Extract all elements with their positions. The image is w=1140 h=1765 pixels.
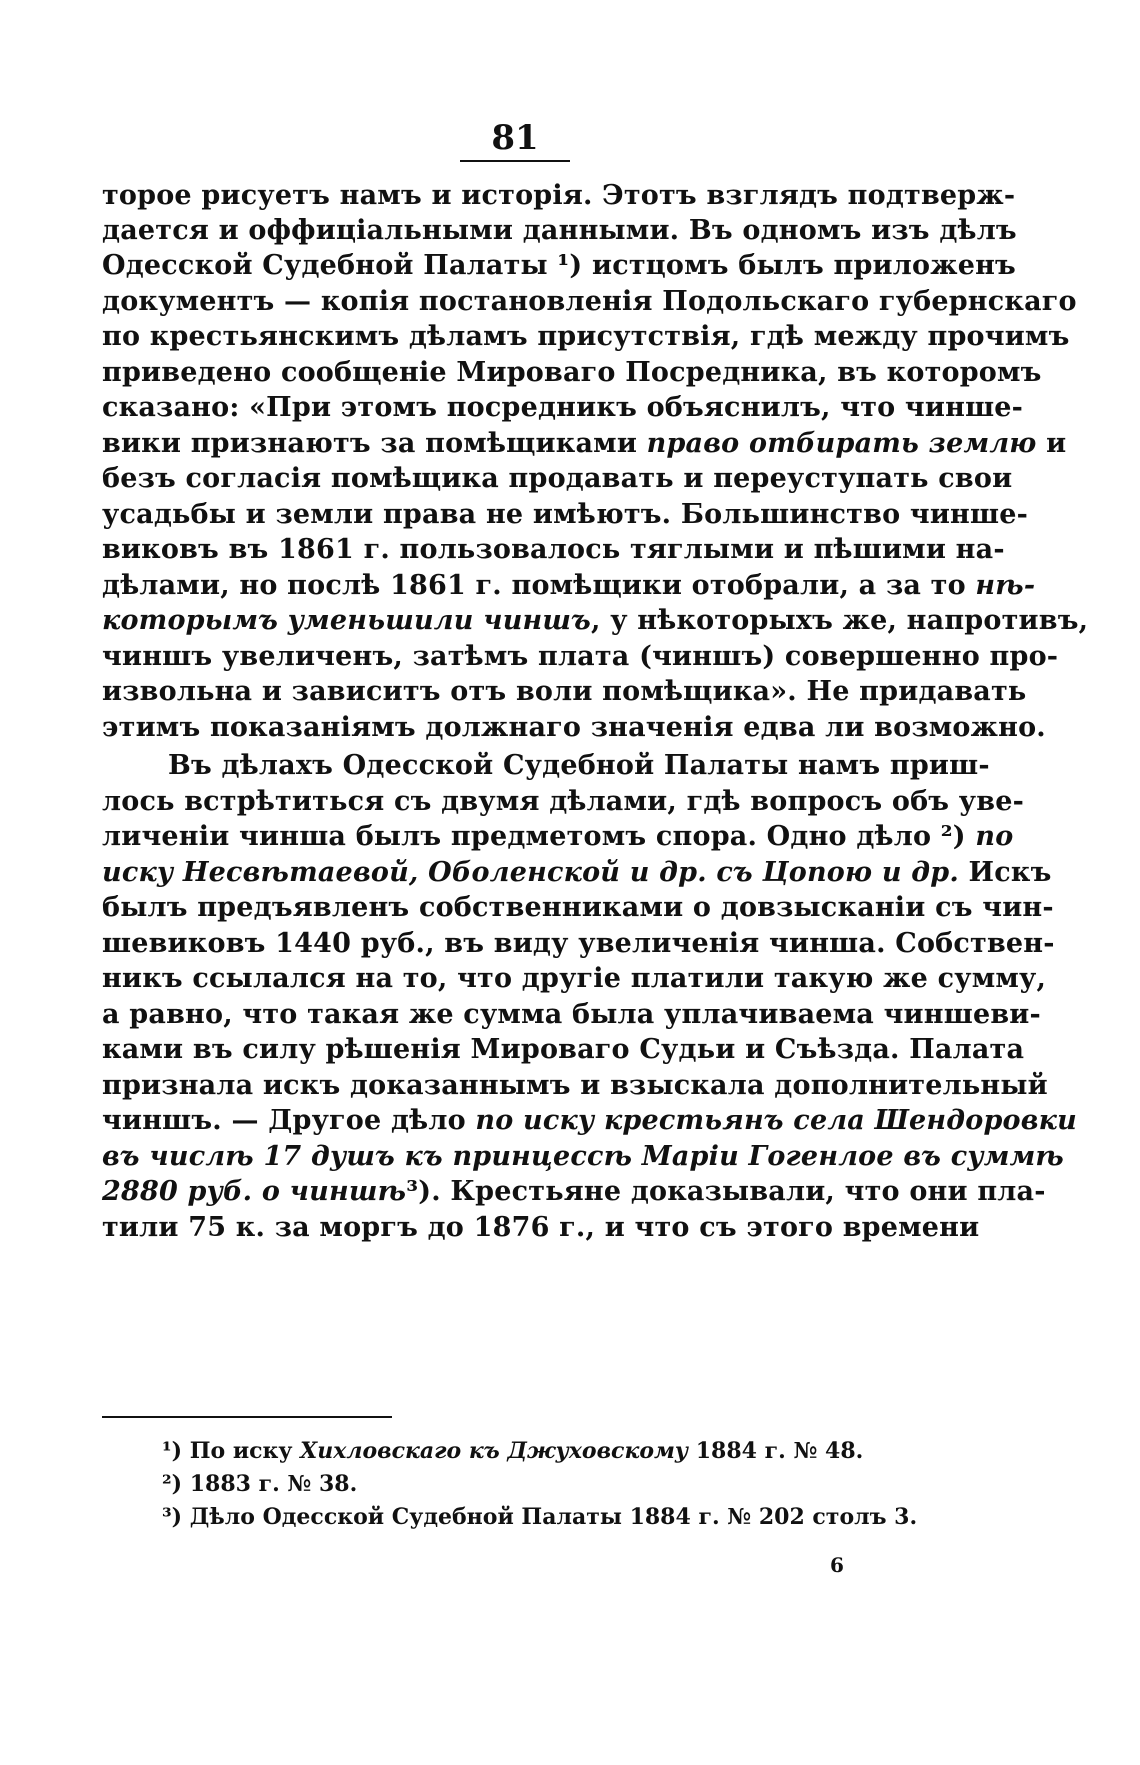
body-text: и xyxy=(1036,428,1067,459)
body-text: чиншъ. — Другое дѣло xyxy=(102,1105,476,1136)
footnote-mark: ²) xyxy=(162,1471,190,1497)
body-line xyxy=(102,428,1067,459)
signature-mark: 6 xyxy=(830,1553,844,1577)
emphasis-text: по xyxy=(975,821,1014,852)
body-text: Искъ xyxy=(958,857,1052,888)
body-line xyxy=(102,857,1052,888)
body-line: Въ дѣлахъ Одесской Судебной Палаты намъ приш- xyxy=(168,750,990,781)
page-number: 81 xyxy=(491,118,539,158)
footnote-text: 1884 г. № 48. xyxy=(688,1438,864,1464)
body-line: признала искъ доказаннымъ и взыскала дополнительный xyxy=(102,1070,1048,1101)
body-line xyxy=(102,1176,1046,1207)
body-line: Одесской Судебной Палаты ¹) истцомъ былъ приложенъ xyxy=(102,250,1016,281)
body-line: былъ предъявленъ собственниками о довзысканіи съ чин- xyxy=(102,892,1054,923)
body-line: безъ согласія помѣщика продавать и переуступать свои xyxy=(102,463,1013,494)
body-text: личеніи чинша былъ предметомъ спора. Одно дѣло ²) xyxy=(102,821,976,852)
emphasis-text: 2880 руб. о чиншѣ xyxy=(102,1176,407,1207)
body-line: торое рисуетъ намъ и исторія. Этотъ взглядъ подтверж- xyxy=(102,180,1016,211)
body-line: тили 75 к. за моргъ до 1876 г., и что съ этого времени xyxy=(102,1212,980,1243)
footnote-emphasis: Хихловскаго къ Джуховскому xyxy=(300,1438,689,1464)
footnote-text: По иску xyxy=(189,1438,301,1464)
body-text: ³ xyxy=(406,1176,419,1207)
body-line: виковъ въ 1861 г. пользовалось тяглыми и пѣшими на- xyxy=(102,534,1005,565)
body-line xyxy=(102,821,1014,852)
footnote-rule xyxy=(102,1416,392,1418)
body-line: лось встрѣтиться съ двумя дѣлами, гдѣ вопросъ объ уве- xyxy=(102,786,1025,817)
body-line: документъ — копія постановленія Подольскаго губернскаго xyxy=(102,286,1077,317)
footnote-text: Дѣло Одесской Судебной Палаты 1884 г. № 202 столъ 3. xyxy=(189,1504,918,1530)
body-line: усадьбы и земли права не имѣютъ. Большинство чинше- xyxy=(102,499,1029,530)
body-text: вики признаютъ за помѣщиками xyxy=(102,428,647,459)
emphasis-text: которымъ уменьшили чиншъ xyxy=(102,605,592,636)
body-text: ). Крестьяне доказывали, что они пла- xyxy=(418,1176,1046,1207)
header-rule xyxy=(460,160,570,162)
body-line: чиншъ увеличенъ, затѣмъ плата (чиншъ) совершенно про- xyxy=(102,641,1059,672)
footnote xyxy=(162,1471,357,1497)
emphasis-text: въ числѣ 17 душъ къ принцессѣ Маріи Гогенлое въ суммѣ xyxy=(102,1141,1064,1172)
emphasis-text: право отбирать землю xyxy=(646,428,1037,459)
footnote xyxy=(162,1438,863,1464)
body-text: , у нѣкоторыхъ же, напротивъ, xyxy=(591,605,1089,636)
body-line: шевиковъ 1440 руб., въ виду увеличенія чинша. Собствен- xyxy=(102,928,1055,959)
body-line xyxy=(102,1105,1077,1136)
footnote-mark: ³) xyxy=(162,1504,190,1530)
body-line xyxy=(102,605,1089,636)
footnote-mark: ¹) xyxy=(162,1438,190,1464)
body-line: ками въ силу рѣшенія Мироваго Судьи и Съѣзда. Палата xyxy=(102,1034,1025,1065)
emphasis-text: по иску крестьянъ села Шендоровки xyxy=(475,1105,1077,1136)
body-line: а равно, что такая же сумма была уплачиваема чиншеви- xyxy=(102,999,1041,1030)
body-line: никъ ссылался на то, что другіе платили такую же сумму, xyxy=(102,963,1047,994)
body-line: дается и оффиціальными данными. Въ одномъ изъ дѣлъ xyxy=(102,215,1017,246)
body-line: этимъ показаніямъ должнаго значенія едва ли возможно. xyxy=(102,712,1046,743)
body-line: сказано: «При этомъ посредникъ объяснилъ, что чинше- xyxy=(102,392,1024,423)
body-line: извольна и зависитъ отъ воли помѣщика». Не придавать xyxy=(102,676,1027,707)
footnote xyxy=(162,1504,917,1530)
body-text: дѣлами, но послѣ 1861 г. помѣщики отобрали, а за то xyxy=(102,570,976,601)
body-line xyxy=(102,570,1036,601)
body-line: приведено сообщеніе Мироваго Посредника, въ которомъ xyxy=(102,357,1042,388)
emphasis-text: нѣ- xyxy=(975,570,1036,601)
footnote-text: 1883 г. № 38. xyxy=(189,1471,358,1497)
emphasis-text: иску Несвѣтаевой, Оболенской и др. съ Цопою и др. xyxy=(102,857,959,888)
body-line xyxy=(102,1141,1064,1172)
body-line: по крестьянскимъ дѣламъ присутствія, гдѣ между прочимъ xyxy=(102,321,1070,352)
